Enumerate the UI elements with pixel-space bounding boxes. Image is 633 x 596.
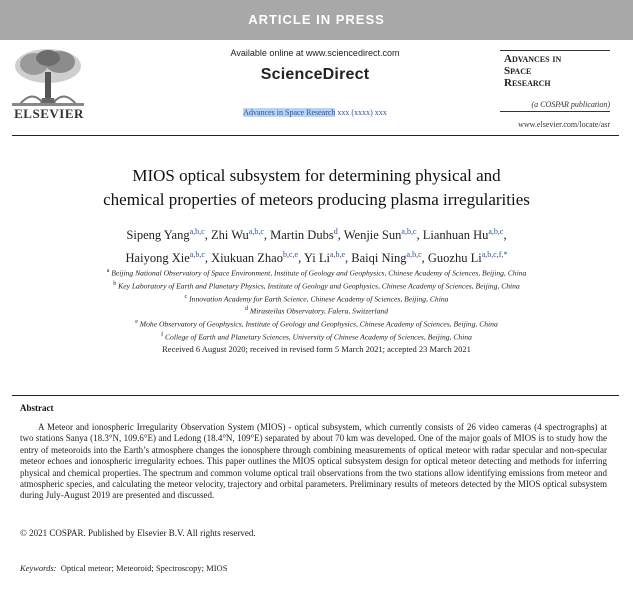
keywords-text: Optical meteor; Meteoroid; Spectroscopy; MIOS [60, 563, 228, 573]
abstract-heading: Abstract [20, 403, 54, 413]
author[interactable] [126, 251, 208, 265]
affiliation-item [30, 317, 603, 330]
abstract-divider [12, 395, 619, 396]
author-separator: , [503, 228, 507, 243]
copyright-line: © 2021 COSPAR. Published by Elsevier B.V. All rights reserved. [20, 528, 256, 538]
author-name[interactable]: Yi Li [303, 251, 330, 266]
author[interactable] [211, 251, 301, 265]
author-name[interactable]: Wenjie Sun [343, 228, 402, 243]
authors-row-1 [30, 222, 603, 245]
author-separator: , [204, 251, 208, 266]
affiliation-text: Mirasteilas Observatory, Falera, Switzerland [247, 307, 389, 317]
author-affiliation-marks[interactable]: a,b,c [488, 227, 504, 236]
author-name[interactable]: Sipeng Yang [126, 228, 190, 243]
journal-name-link[interactable]: Advances in Space Research [243, 108, 336, 117]
author[interactable] [211, 228, 267, 242]
author-affiliation-marks[interactable]: d [333, 227, 338, 236]
sciencedirect-logo: ScienceDirect [260, 66, 370, 83]
author-separator: , [416, 228, 420, 243]
author-separator: , [204, 228, 208, 243]
author[interactable] [344, 228, 420, 242]
author-affiliation-marks[interactable]: a,b,c [189, 250, 205, 260]
author-affiliation-marks[interactable]: a,b,e [329, 250, 346, 260]
author-name[interactable]: Martin Dubs [270, 228, 334, 243]
available-online[interactable]: Available online at www.sciencedirect.com [230, 48, 400, 58]
affiliation-mark: b [113, 280, 117, 287]
author-separator: , [263, 228, 268, 243]
title-line-2: chemical properties of meteors producing plasma irregularities [103, 190, 530, 209]
author-affiliation-marks[interactable]: a,b,c [189, 227, 205, 236]
author[interactable] [270, 228, 341, 242]
affiliation-text: Mohe Observatory of Geophysics, Institute of Geology and Geophysics, Chinese Academy of Sciences, Beijing, China [137, 319, 498, 329]
title-line-1: MIOS optical subsystem for determining physical and [132, 166, 501, 185]
keywords-line [20, 563, 227, 573]
author-name[interactable]: Zhi Wu [210, 228, 249, 243]
publisher-name: ELSEVIER [14, 106, 84, 121]
author-name[interactable]: Guozhu Li [427, 251, 482, 266]
author[interactable] [351, 251, 424, 265]
author[interactable] [126, 228, 207, 242]
article-in-press-banner: ARTICLE IN PRESS [0, 0, 633, 40]
author[interactable] [423, 228, 507, 242]
journal-box-line1: Advances in [504, 53, 562, 65]
affiliation-item [30, 304, 603, 317]
header-divider [12, 135, 619, 136]
author-separator: , [337, 228, 341, 243]
affiliation-item [30, 266, 603, 279]
affiliation-text: Beijing National Observatory of Space Environment, Institute of Geology and Geophysics, Chinese Academy of Sciences, Beijing, China [109, 268, 527, 278]
author-name[interactable]: Xiukuan Zhao [211, 251, 283, 266]
affiliation-item [30, 330, 603, 343]
author-affiliation-marks[interactable]: a,b,c [401, 227, 417, 236]
author-name[interactable]: Lianhuan Hu [422, 228, 489, 243]
affiliation-item [30, 292, 603, 305]
author-name[interactable]: Baiqi Ning [351, 251, 407, 266]
author-affiliation-marks[interactable]: a,b,c [406, 250, 422, 260]
journal-reference [150, 108, 480, 117]
author[interactable] [428, 251, 508, 265]
article-title [40, 164, 593, 212]
affiliation-mark: e [135, 319, 138, 326]
author-separator: , [421, 251, 425, 266]
journal-title-box [500, 50, 610, 112]
affiliation-text: Innovation Academy for Earth Science, Chinese Academy of Sciences, Beijing, China [187, 294, 449, 304]
author-separator: , [298, 251, 302, 266]
abstract-body: A Meteor and ionospheric Irregularity Observation System (MIOS) - optical subsystem, which currently consists of 26 video cameras (4 spectrographs) at two stations Sanya (18.3°N, 109.6°E) and Ledong (18.4°N, 109°E) separated by about 70 km was developed. One of the major goals of MIOS is to study how the entry of meteoroids into the Earth’s atmosphere changes the ionosphere through combining measurements of optical meteor with radar specular and non-specular meteor echoes and ionospheric irregularity echoes. This paper outlines the MIOS optical subsystem design for optical meteor detecting and methods for inferring physical and chemical properties. The spectrum and common volume optical trail observations from the two stations allow identifying emissions from meteor and atmospheric species, and calculating the meteor velocity, trajectory and orbital parameters. Preliminary results of meteors detected by the MIOS optical subsystem during July-August 2019 are presented and discussed. [20, 422, 607, 501]
affiliations [30, 266, 603, 343]
author-affiliation-marks[interactable]: a,b,c,f,* [481, 250, 508, 260]
journal-volume: xxx (xxxx) xxx [335, 108, 387, 117]
keywords-label: Keywords: [20, 563, 57, 573]
affiliation-mark: f [161, 332, 164, 339]
affiliation-text: College of Earth and Planetary Sciences, University of Chinese Academy of Sciences, Beijing, China [163, 332, 472, 342]
journal-url[interactable]: www.elsevier.com/locate/asr [518, 120, 610, 129]
received-dates: Received 6 August 2020; received in revised form 5 March 2021; accepted 23 March 2021 [162, 344, 471, 354]
author-separator: , [345, 251, 349, 266]
affiliation-item [30, 279, 603, 292]
cospar-note: (a COSPAR publication) [531, 100, 610, 109]
journal-box-line2: Space [504, 65, 532, 77]
author-affiliation-marks[interactable]: b,c,e [282, 250, 299, 260]
authors-row-2 [30, 245, 603, 268]
author-name[interactable]: Haiyong Xie [125, 251, 190, 266]
author-affiliation-marks[interactable]: a,b,c [248, 227, 264, 236]
author-list [30, 222, 603, 268]
author[interactable] [304, 251, 348, 265]
affiliation-mark: d [244, 306, 248, 313]
affiliation-text: Key Laboratory of Earth and Planetary Physics, Institute of Geology and Geophysics, Chinese Academy of Sciences, Beijing, China [116, 281, 520, 291]
affiliation-mark: a [106, 268, 110, 274]
affiliation-mark: c [184, 293, 188, 300]
journal-box-line3: Research [504, 77, 551, 89]
